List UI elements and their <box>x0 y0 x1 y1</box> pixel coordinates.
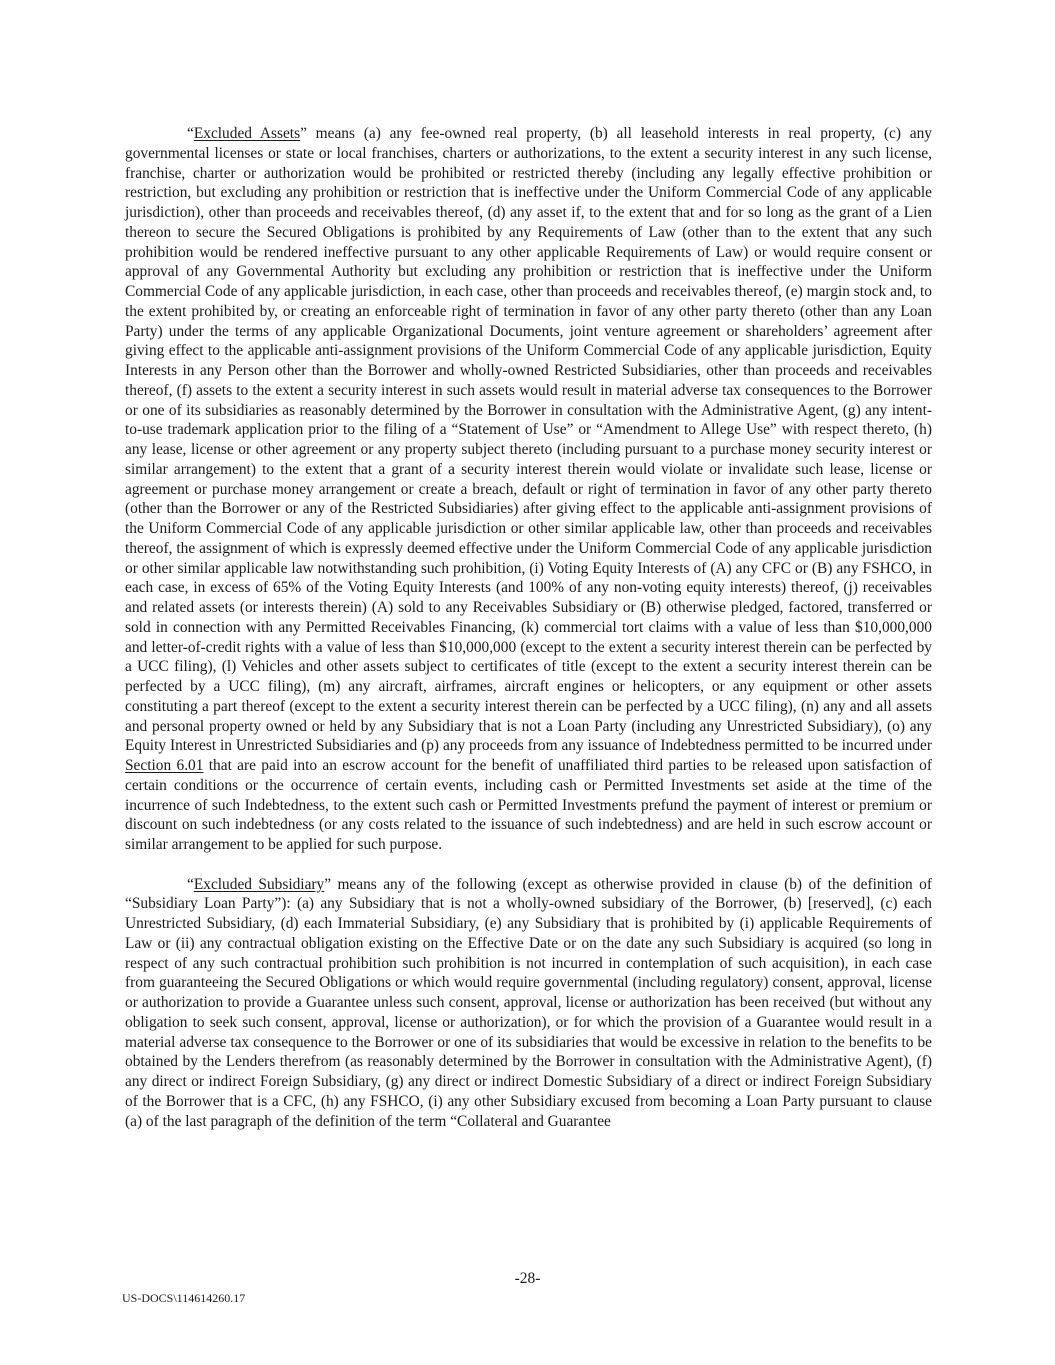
defined-term-excluded-subsidiary: Excluded Subsidiary <box>193 875 325 893</box>
page-number: -28- <box>514 1270 541 1287</box>
definition-text: ” means (a) any fee-owned real property, (b) all leasehold interests in real property, (c) any governmental licenses or state or local franchises, charters or authorizations, to the extent a security interest in any such license, franchise, charter or authorization would be prohibited or restricted thereby (including any legally effective prohibition or restriction, but excluding any prohibition or restriction that is ineffective under the Uniform Commercial Code of any applicable jurisdiction), other than proceeds and receivables thereof, (d) any asset if, to the extent that and for so long as the grant of a Lien thereon to secure the Secured Obligations is prohibited by any Requirements of Law (other than to the extent that any such prohibition would be rendered ineffective pursuant to any other applicable Requirements of Law) or would require consent or approval of any Governmental Authority but excluding any prohibition or restriction that is ineffective under the Uniform Commercial Code of any applicable jurisdiction, in each case, other than proceeds and receivables thereof, (e) margin stock and, to the extent prohibited by, or creating an enforceable right of termination in favor of any other party thereto (other than any Loan Party) under the terms of any applicable Organizational Documents, joint venture agreement or shareholders’ agreement after giving effect to the applicable anti-assignment provisions of the Uniform Commercial Code of any applicable jurisdiction, Equity Interests in any Person other than the Borrower and wholly-owned Restricted Subsidiaries, other than proceeds and receivables thereof, (f) assets to the extent a security interest in such assets would result in material adverse tax consequences to the Borrower or one of its subsidiaries as reasonably determined by the Borrower in consultation with the Administrative Agent, (g) any intent-to-use trademark application prior to the filing of a “Statement of Use” or “Amendment to Allege Use” with respect thereto, (h) any lease, license or other agreement or any property subject thereto (including pursuant to a purchase money security interest or similar arrangement) to the extent that a grant of a security interest therein would violate or invalidate such lease, license or agreement or purchase money arrangement or create a breach, default or right of termination in favor of any other party thereto (other than the Borrower or any of the Restricted Subsidiaries) after giving effect to the applicable anti-assignment provisions of the Uniform Commercial Code of any applicable jurisdiction or other similar applicable law, other than proceeds and receivables thereof, the assignment of which is expressly deemed effective under the Uniform Commercial Code of any applicable jurisdiction or other similar applicable law notwithstanding such prohibition, (i) Voting Equity Interests of (A) any CFC or (B) any FSHCO, in each case, in excess of 65% of the Voting Equity Interests (and 100% of any non-voting equity interests) thereof, (j) receivables and related assets (or interests therein) (A) sold to any Receivables Subsidiary or (B) otherwise pledged, factored, transferred or sold in connection with any Permitted Receivables Financing, (k) commercial tort claims with a value of less than $10,000,000 and letter-of-credit rights with a value of less than $10,000,000 (except to the extent a security interest therein can be perfected by a UCC filing), (l) Vehicles and other assets subject to certificates of title (except to the extent a security interest therein can be perfected by a UCC filing), (m) any aircraft, airframes, aircraft engines or helicopters, or any equipment or other assets constituting a part thereof (except to the extent a security interest therein can be perfected by a UCC filing), (n) any and all assets and personal property owned or held by any Subsidiary that is not a Loan Party (including any Unrestricted Subsidiary), (o) any Equity Interest in Unrestricted Subsidiaries and (p) any proceeds from any issuance of Indebtedness permitted to be incurred under <box>125 125 932 755</box>
definition-text-continued: that are paid into an escrow account for the benefit of unaffiliated third parties to be released upon satisfaction of certain conditions or the occurrence of certain events, including cash or Permitted Investments set aside at the time of the incurrence of such Indebtedness, to the extent such cash or Permitted Investments prefund the payment of interest or premium or discount on such indebtedness (or any costs related to the issuance of such indebtedness) and are held in such escrow account or similar arrangement to be applied for such purpose. <box>125 757 932 853</box>
definition-text: ” means any of the following (except as otherwise provided in clause (b) of the definition of “Subsidiary Loan Party”): (a) any Subsidiary that is not a wholly-owned subsidiary of the Borrower, (b) [reserved], (c) each Unrestricted Subsidiary, (d) each Immaterial Subsidiary, (e) any Subsidiary that is prohibited by (i) applicable Requirements of Law or (ii) any contractual obligation existing on the Effective Date or on the date any such Subsidiary is acquired (so long in respect of any such contractual prohibition such prohibition is not incurred in contemplation of such acquisition), in each case from guaranteeing the Secured Obligations or which would require governmental (including regulatory) consent, approval, license or authorization to provide a Guarantee unless such consent, approval, license or authorization has been received (but without any obligation to seek such consent, approval, license or authorization), or for which the provision of a Guarantee would result in a material adverse tax consequence to the Borrower or one of its subsidiaries that would be excessive in relation to the benefits to be obtained by the Lenders therefrom (as reasonably determined by the Borrower in consultation with the Administrative Agent), (f) any direct or indirect Foreign Subsidiary, (g) any direct or indirect Domestic Subsidiary of a direct or indirect Foreign Subsidiary of the Borrower that is a CFC, (h) any FSHCO, (i) any other Subsidiary excused from becoming a Loan Party pursuant to clause (a) of the last paragraph of the definition of the term “Collateral and Guarantee <box>125 875 932 1130</box>
definition-excluded-subsidiary <box>125 875 932 1132</box>
defined-term-excluded-assets: Excluded Assets <box>193 125 301 142</box>
open-quote: “ <box>187 125 194 142</box>
section-6-01-reference: Section 6.01 <box>125 757 204 774</box>
document-id-footer: US-DOCS\114614260.17 <box>122 1291 246 1305</box>
document-body <box>125 124 932 1131</box>
open-quote: “ <box>187 875 194 893</box>
definition-excluded-assets <box>125 124 932 855</box>
